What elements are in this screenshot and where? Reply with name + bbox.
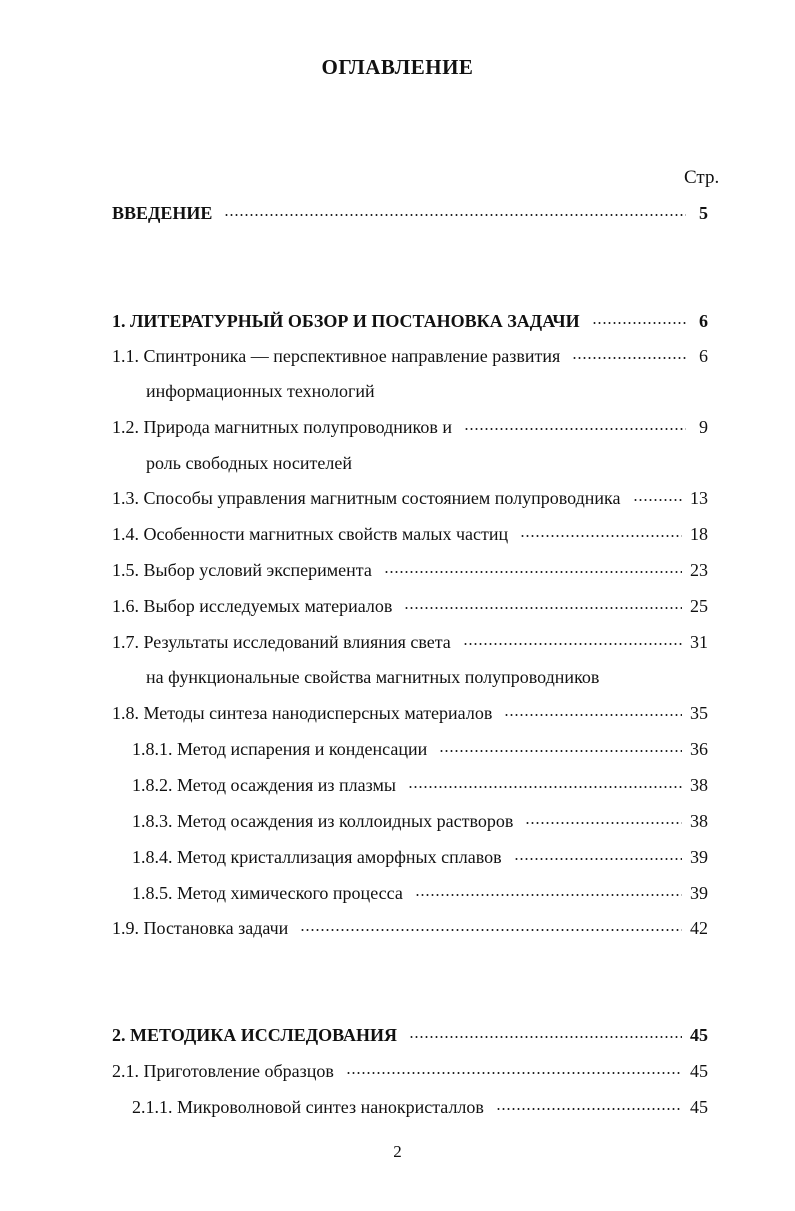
- dot-leader: [409, 1035, 682, 1039]
- toc-entry-label: Метод осаждения из коллоидных растворов: [177, 811, 514, 831]
- toc-entry-label: ВВЕДЕНИЕ: [112, 203, 213, 223]
- toc-entry-page: 45: [690, 1097, 708, 1117]
- toc-entry-2-1-1[interactable]: [132, 1094, 708, 1120]
- dot-leader: [408, 785, 682, 789]
- toc-entry-chapter-2[interactable]: [112, 1022, 708, 1048]
- toc-entry-number: 1.9.: [112, 918, 144, 938]
- toc-entry-page: 38: [690, 811, 708, 831]
- toc-entry-label: МЕТОДИКА ИССЛЕДОВАНИЯ: [130, 1025, 398, 1045]
- toc-entry-label: Способы управления магнитным состоянием полупроводника: [143, 488, 621, 508]
- toc-entry-number: 1.4.: [112, 524, 144, 544]
- toc-entry-label: ЛИТЕРАТУРНЫЙ ОБЗОР И ПОСТАНОВКА ЗАДАЧИ: [130, 311, 580, 331]
- toc-entry-1-1[interactable]: [112, 343, 708, 369]
- page-title: ОГЛАВЛЕНИЕ: [321, 55, 474, 79]
- toc-entry-page: 5: [699, 203, 708, 223]
- toc-entry-number: 1.8.5.: [132, 883, 177, 903]
- toc-entry-number: 1.8.: [112, 703, 144, 723]
- dot-leader: [346, 1071, 682, 1075]
- toc-entry-number: 1.: [112, 311, 130, 331]
- toc-entry-1-6[interactable]: [112, 593, 708, 619]
- dot-leader: [464, 427, 686, 431]
- toc-entry-page: 39: [690, 883, 708, 903]
- toc-entry-continuation: информационных технологий: [146, 381, 375, 401]
- toc-entry-number: 1.8.4.: [132, 847, 177, 867]
- toc-entry-label: Спинтроника — перспективное направление развития: [143, 346, 561, 366]
- toc-entry-1-5[interactable]: [112, 557, 708, 583]
- toc-entry-label: Постановка задачи: [143, 918, 289, 938]
- toc-entry-page: 42: [690, 918, 708, 938]
- toc-entry-page: 9: [699, 417, 708, 437]
- toc-entry-label: Особенности магнитных свойств малых частиц: [143, 524, 509, 544]
- toc-entry-page: 35: [690, 703, 708, 723]
- toc-entry-label: Метод химического процесса: [177, 883, 403, 903]
- toc-entry-page: 23: [690, 560, 708, 580]
- dot-leader: [224, 213, 686, 217]
- page-column-label: Стр.: [684, 167, 720, 188]
- toc-entry-1-8-2[interactable]: [132, 772, 708, 798]
- toc-entry-number: 1.2.: [112, 417, 144, 437]
- toc-entry-page: 18: [690, 524, 708, 544]
- toc-entry-1-2[interactable]: [112, 414, 708, 440]
- toc-entry-1-8-3[interactable]: [132, 808, 708, 834]
- dot-leader: [572, 356, 686, 360]
- dot-leader: [633, 498, 682, 502]
- toc-entry-label: Метод испарения и конденсации: [177, 739, 428, 759]
- toc-entry-1-3[interactable]: [112, 485, 708, 511]
- toc-entry-number: 1.3.: [112, 488, 144, 508]
- toc-entry-1-7[interactable]: [112, 629, 708, 655]
- toc-entry-page: 13: [690, 488, 708, 508]
- dot-leader: [415, 893, 682, 897]
- toc-entry-page: 6: [699, 311, 708, 331]
- toc-entry-1-8[interactable]: [112, 700, 708, 726]
- toc-entry-number: 1.5.: [112, 560, 144, 580]
- dot-leader: [300, 928, 682, 932]
- dot-leader: [404, 606, 682, 610]
- toc-entry-number: 2.: [112, 1025, 130, 1045]
- toc-entry-continuation: на функциональные свойства магнитных полупроводников: [146, 667, 600, 687]
- toc-entry-page: 38: [690, 775, 708, 795]
- dot-leader: [592, 321, 686, 325]
- toc-entry-page: 36: [690, 739, 708, 759]
- dot-leader: [504, 713, 682, 717]
- toc-entry-number: 2.1.: [112, 1061, 144, 1081]
- dot-leader: [439, 749, 682, 753]
- toc-entry-1-4[interactable]: [112, 521, 708, 547]
- page-number: 2: [393, 1142, 402, 1161]
- toc-entry-label: Результаты исследований влияния света: [143, 632, 451, 652]
- dot-leader: [463, 642, 682, 646]
- toc-entry-number: 2.1.1.: [132, 1097, 177, 1117]
- toc-entry-number: 1.7.: [112, 632, 144, 652]
- toc-entry-1-8-4[interactable]: [132, 844, 708, 870]
- dot-leader: [520, 534, 682, 538]
- dot-leader: [384, 570, 682, 574]
- toc-entry-number: 1.6.: [112, 596, 144, 616]
- dot-leader: [514, 857, 682, 861]
- toc-entry-page: 25: [690, 596, 708, 616]
- toc-entry-2-1[interactable]: [112, 1058, 708, 1084]
- toc-entry-label: Выбор исследуемых материалов: [143, 596, 393, 616]
- toc-entry-introduction[interactable]: [112, 200, 708, 226]
- toc-entry-label: Природа магнитных полупроводников и: [143, 417, 453, 437]
- toc-entry-page: 39: [690, 847, 708, 867]
- toc-entry-label: Приготовление образцов: [143, 1061, 334, 1081]
- toc-entry-page: 45: [690, 1061, 708, 1081]
- toc-entry-1-8-5[interactable]: [132, 880, 708, 906]
- toc-entry-label: Микроволновой синтез нанокристаллов: [177, 1097, 484, 1117]
- dot-leader: [525, 821, 682, 825]
- toc-entry-chapter-1[interactable]: [112, 308, 708, 334]
- dot-leader: [496, 1107, 682, 1111]
- toc-entry-number: 1.8.3.: [132, 811, 177, 831]
- toc-entry-continuation: роль свободных носителей: [146, 453, 353, 473]
- toc-entry-1-8-1[interactable]: [132, 736, 708, 762]
- toc-entry-label: Метод кристаллизация аморфных сплавов: [177, 847, 502, 867]
- toc-entry-number: 1.1.: [112, 346, 144, 366]
- toc-entry-number: 1.8.1.: [132, 739, 177, 759]
- toc-entry-number: 1.8.2.: [132, 775, 177, 795]
- toc-entry-page: 6: [699, 346, 708, 366]
- toc-entry-label: Методы синтеза нанодисперсных материалов: [143, 703, 493, 723]
- toc-entry-page: 31: [690, 632, 708, 652]
- toc-entry-1-9[interactable]: [112, 915, 708, 941]
- toc-entry-page: 45: [690, 1025, 708, 1045]
- toc-entry-label: Выбор условий эксперимента: [143, 560, 372, 580]
- toc-entry-label: Метод осаждения из плазмы: [177, 775, 396, 795]
